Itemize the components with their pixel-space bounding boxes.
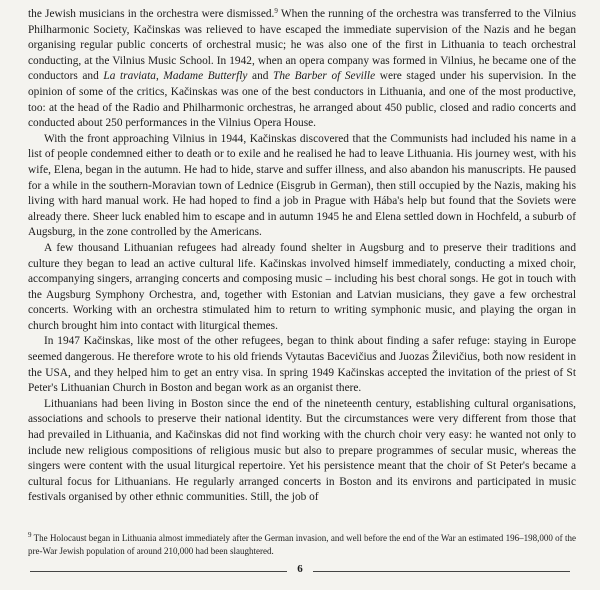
opera-title: La traviata [103,70,156,83]
paragraph-5: Lithuanians had been living in Boston since the end of the nineteenth century, establishing cultural organisations, associations and schools to preserve their national identity. But the circumstances were very different from those that had prevailed in Lithuania, and Kačinskas did not find working with the church choir very easy: he wanted not only to include new religious compositions of religious music but also to prepare programmes of secular music, whereas the singers were content with the usual liturgical repertoire. Yet his persistence meant that the choir of St Peter's became a cultural focus for Lithuanians. He regularly arranged concerts in Boston and its environs and participated in music festivals organised by other ethnic communities. Still, the job of [28,397,576,504]
paragraph-4: In 1947 Kačinskas, like most of the other refugees, began to think about finding a safer refuge: staying in Europe seemed dangerous. He therefore wrote to his old friends Vytautas Bacevičius and Juozas Žilevičius, both now resident in the USA, and they helped him to get an entry visa. In spring 1949 Kačinskas accepted the invitation of the priest of St Peter's Lithuanian Church in Boston and began work as an organist there. [28,335,576,395]
paragraph-1-text: When the running of the orchestra was transferred to the Vilnius Philharmonic Society, Kačinskas was relieved to have escaped the immediate supervision of the Nazis and he began organising regular public concerts of orchestral music; he was also one of the first in Lithuania to teach orchestral conducting, at the Vilnius Music School. In 1942, when an opera company was formed in Vilnius, he became one of the conductors and [28,8,576,83]
separator: and [247,70,274,83]
page-number: 6 [297,563,303,575]
paragraph-1-closing: were staged under his supervision. In the opinion of some of the critics, Kačinskas was one of the best conductors in Lithuania, and one of the most productive, too: at the head of the Radio and Philharmonic orchestras, he arranged about 450 public, closed and radio concerts and conducted about 250 performances in the Vilnius Opera House. [28,70,577,130]
footnote [28,532,576,557]
body-text [28,7,576,506]
paragraph-1 [28,7,576,132]
opera-title: The Barber of Seville [273,70,376,83]
footnote-text: The Holocaust began in Lithuania almost immediately after the German invasion, and well before the end of the War an estimated 196–198,000 of the pre-War Jewish population of around 210,000 had been slaughtered. [28,533,576,556]
paragraph-2: With the front approaching Vilnius in 1944, Kačinskas discovered that the Communists had included his name in a list of people condemned either to death or to exile and he realised he had to leave Lithuania. His journey west, with his wife, Elena, began in the autumn. He had to hide, starve and suffer illness, and also abandon his manuscripts. He paused for a while in the southern-Moravian town of Lednice (Eisgrub in German), then still occupied by the Nazis, making his living with hard manual work. He had hoped to find a job in Prague with Hába's help but found that the Soviets were already there. Sheer luck enabled him to escape and in autumn 1945 he and Elena settled down in Hochfeld, a suburb of Augsburg, in the zone controlled by the Americans. [28,132,576,239]
footer-rule-left [30,571,287,572]
footer-rule-right [313,571,570,572]
paragraph-1-opening: the Jewish musicians in the orchestra were dismissed. [28,8,275,20]
footnote-number: 9 [28,531,32,539]
opera-title: Madame Butterfly [163,70,248,83]
separator: , [155,70,164,83]
footnote-reference: 9 [274,7,278,15]
paragraph-3: A few thousand Lithuanian refugees had already found shelter in Augsburg and to preserve their traditions and culture they began to lead an active cultural life. Kačinskas involved himself immediately, conducting a mixed choir, accompanying singers, arranging concerts and composing music – including his best choral songs. He got in touch with the Augsburg Symphony Orchestra, and, together with Estonian and Latvian musicians, they gave a few orchestral concerts. Working with an orchestra stimulated him to return to writing symphonic music, and playing the organ in church brought him into contact with liturgical themes. [28,241,576,332]
